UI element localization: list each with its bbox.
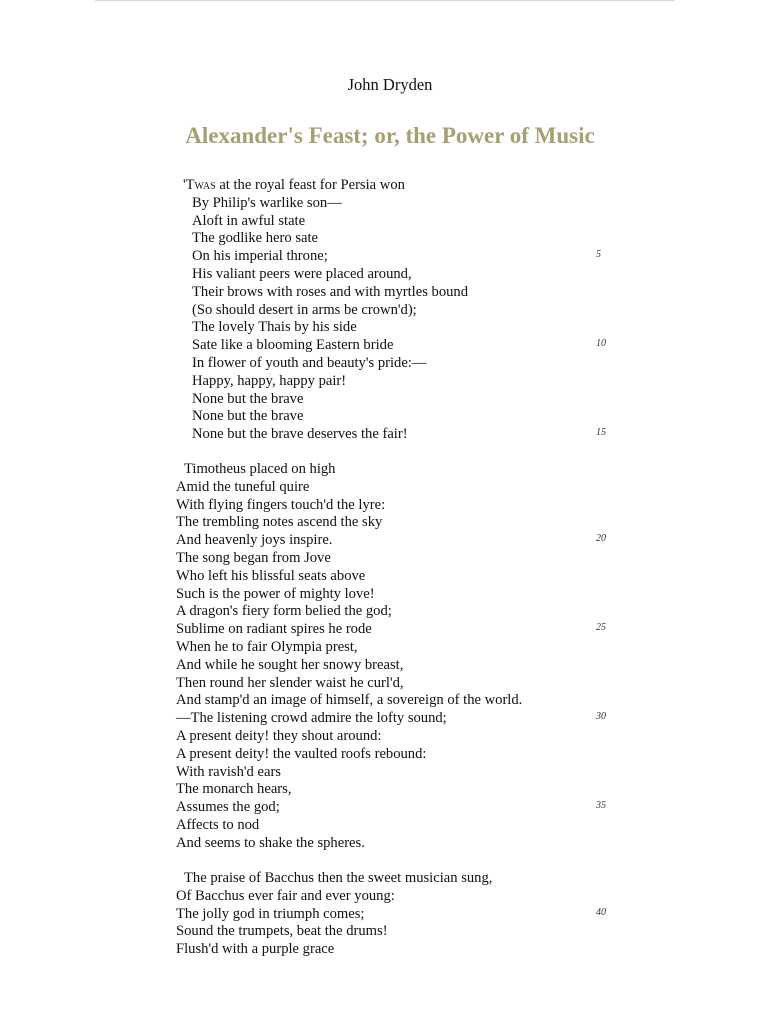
poem-line: And seems to shake the spheres. (176, 834, 365, 851)
poem-line: Sound the trumpets, beat the drums! (176, 923, 388, 940)
poem-line: Assumes the god; (176, 799, 280, 816)
poem-line: Flush'd with a purple grace (176, 941, 335, 958)
poem-line: The jolly god in triumph comes; (176, 905, 365, 922)
poem-line: A dragon's fiery form belied the god; (176, 603, 392, 620)
author-name: John Dryden (347, 75, 433, 94)
poem-line: When he to fair Olympia prest, (176, 639, 358, 655)
poem-line: And stamp'd an image of himself, a sovereign of the world. (176, 692, 523, 709)
poem-line: None but the brave deserves the fair! (192, 426, 408, 443)
poem-line: Their brows with roses and with myrtles bound (192, 283, 469, 300)
line-number: 35 (596, 800, 606, 812)
line-number: 25 (596, 622, 606, 634)
poem-line: Aloft in awful state (192, 212, 306, 229)
poem-line: Happy, happy, happy pair! (192, 372, 347, 389)
poem-line: With flying fingers touch'd the lyre: (176, 496, 386, 513)
poem-line: Such is the power of mighty love! (176, 585, 375, 602)
line-number: 40 (596, 906, 606, 918)
poem-line: The praise of Bacchus then the sweet musician sung, (184, 870, 493, 886)
top-divider (95, 0, 675, 1)
poem-line: —The listening crowd admire the lofty sound; (176, 710, 447, 727)
poem-line: (So should desert in arms be crown'd); (192, 301, 417, 318)
small-caps-text: was (194, 177, 216, 193)
poem-line: Sate like a blooming Eastern bride (192, 337, 394, 354)
line-number: 5 (596, 249, 601, 261)
poem-line: In flower of youth and beauty's pride:— (192, 355, 427, 371)
poem-line: The song began from Jove (176, 550, 331, 566)
poem-line: The trembling notes ascend the sky (176, 514, 383, 531)
poem-line: 'Twas at the royal feast for Persia won (183, 177, 405, 193)
line-number: 30 (596, 711, 606, 723)
poem-line: And while he sought her snowy breast, (176, 656, 404, 673)
poem-line: And heavenly joys inspire. (176, 532, 333, 549)
poem-line: Amid the tuneful quire (176, 478, 310, 495)
poem-line: With ravish'd ears (176, 763, 281, 780)
poem-line: Who left his blissful seats above (176, 567, 366, 584)
poem-line: On his imperial throne; (192, 248, 328, 265)
poem-line: Then round her slender waist he curl'd, (176, 674, 404, 691)
line-number: 20 (596, 533, 606, 545)
poem-line: The monarch hears, (176, 781, 292, 798)
poem-line: Sublime on radiant spires he rode (176, 621, 372, 638)
poem-line: The lovely Thais by his side (192, 319, 357, 336)
poem-title: Alexander's Feast; or, the Power of Music (185, 123, 595, 148)
line-number: 15 (596, 427, 606, 439)
poem-line: None but the brave (192, 390, 304, 407)
poem-line: By Philip's warlike son— (192, 194, 342, 211)
poem-line: A present deity! they shout around: (176, 728, 382, 744)
poem-line: Of Bacchus ever fair and ever young: (176, 887, 395, 904)
poem-line: His valiant peers were placed around, (192, 266, 412, 282)
poem-line: A present deity! the vaulted roofs rebound: (176, 745, 427, 762)
poem-line: None but the brave (192, 408, 304, 425)
poem-line: The godlike hero sate (192, 230, 319, 247)
poem-line: Affects to nod (176, 817, 260, 833)
line-number: 10 (596, 338, 606, 350)
poem-line: Timotheus placed on high (184, 461, 336, 477)
